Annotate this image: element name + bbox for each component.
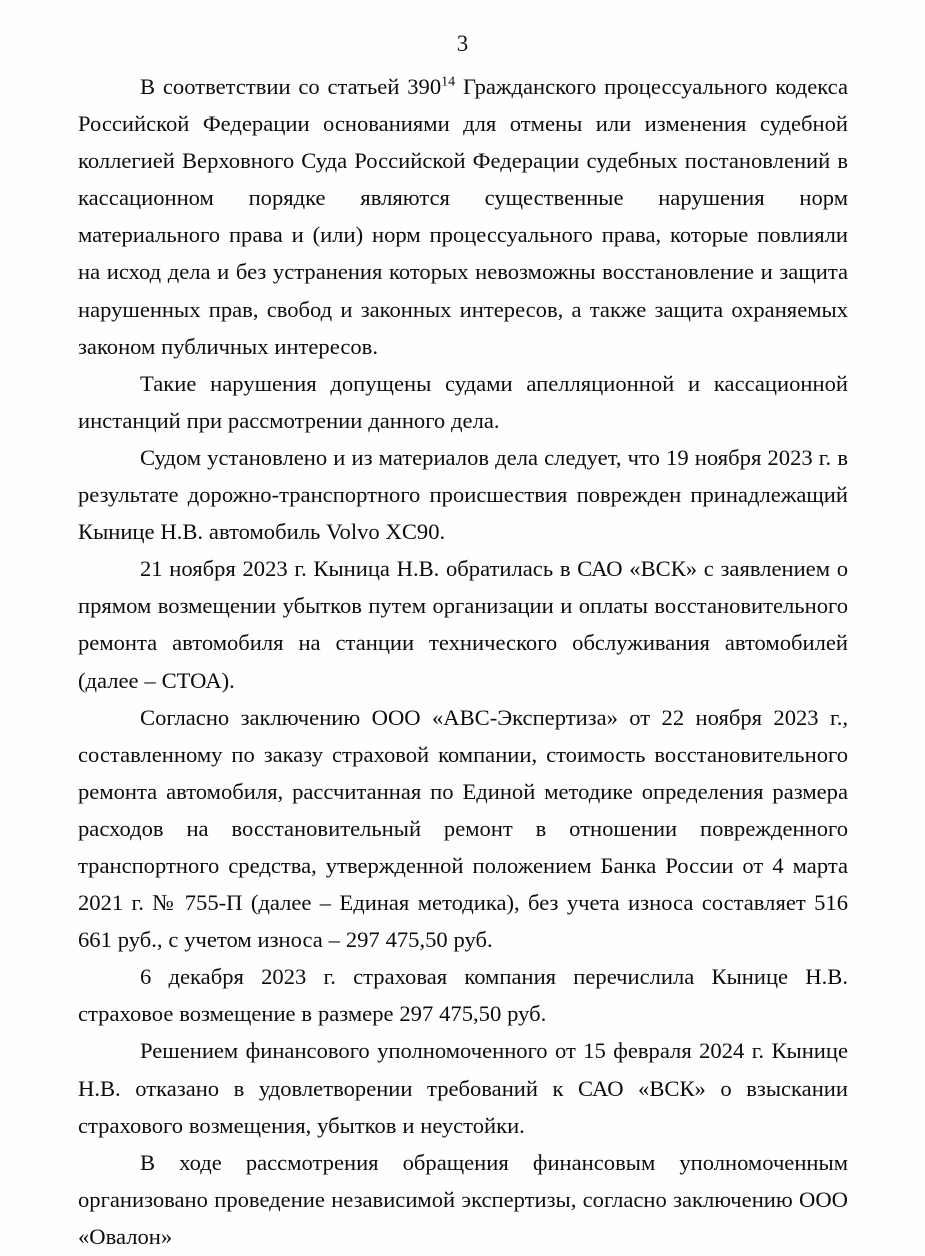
paragraph-application-to-vsk: 21 ноября 2023 г. Кыница Н.В. обратилась в САО «ВСК» с заявлением о прямом возмещении убытков путем организации и оплаты восстановительного ремонта автомобиля на станции технического обслуживания автомобилей (далее – СТОА). bbox=[78, 556, 848, 693]
article-superscript: 14 bbox=[441, 74, 456, 90]
paragraph-violations-allowed: Такие нарушения допущены судами апелляционной и кассационной инстанций при рассмотрении данного дела. bbox=[78, 370, 848, 433]
paragraph-payment-transferred: 6 декабря 2023 г. страховая компания перечислила Кынице Н.В. страховое возмещение в размере 297 475,50 руб. bbox=[78, 964, 848, 1027]
paragraph-ombudsman-decision: Решением финансового уполномоченного от 15 февраля 2024 г. Кынице Н.В. отказано в удовлетворении требований к САО «ВСК» о взыскании страхового возмещения, убытков и неустойки. bbox=[78, 1038, 848, 1138]
paragraph-grounds-for-cancellation bbox=[78, 68, 848, 365]
page-number: 3 bbox=[456, 31, 469, 56]
paragraph-independent-expertise: В ходе рассмотрения обращения финансовым уполномоченным организовано проведение независимой экспертизы, согласно заключению ООО «Овалон» bbox=[78, 1149, 848, 1249]
document-body bbox=[78, 68, 848, 1255]
paragraph-accident-established: Судом установлено и из материалов дела следует, что 19 ноября 2023 г. в результате дорожно-транспортного происшествия поврежден принадлежащий Кынице Н.В. автомобиль Volvo XC90. bbox=[78, 444, 848, 545]
paragraph-rest-text: Гражданского процессуального кодекса Российской Федерации основаниями для отмены или изменения судебной коллегией Верховного Суда Российской Федерации судебных постановлений в кассационном порядке являются существенные нарушения норм материального права и (или) норм процессуального права, которые повлияли на исход дела и без устранения которых невозможны восстановление и защита нарушенных прав, свобод и законных интересов, а также защита охраняемых законом публичных интересов. bbox=[78, 74, 848, 359]
paragraph-abc-expertise-conclusion: Согласно заключению ООО «АВС-Экспертиза» от 22 ноября 2023 г., составленному по заказу страховой компании, стоимость восстановительного ремонта автомобиля, рассчитанная по Единой методике определения размера расходов на восстановительный ремонт в отношении поврежденного транспортного средства, утвержденной положением Банка России от 4 марта 2021 г. № 755-П (далее – Единая методика), без учета износа составляет 516 661 руб., с учетом износа – 297 475,50 руб. bbox=[78, 704, 848, 953]
paragraph-lead-text: В соответствии со статьей 390 bbox=[140, 74, 442, 99]
